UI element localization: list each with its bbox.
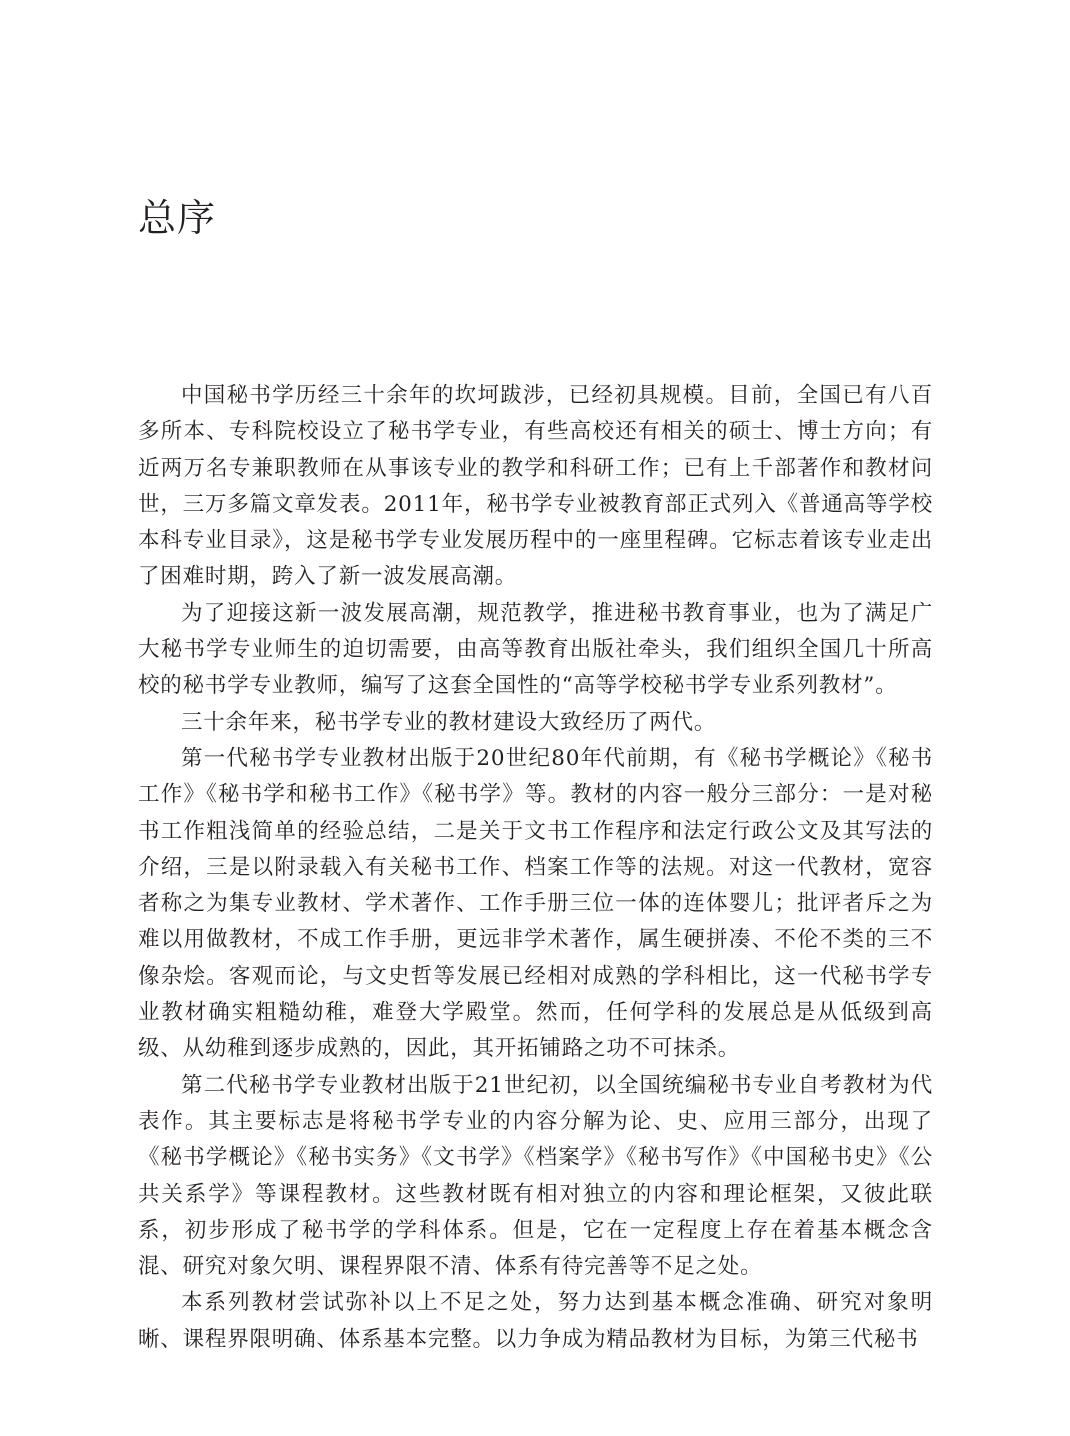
page-title: 总序 xyxy=(138,196,217,240)
body-text xyxy=(138,378,933,1358)
paragraph-2: 为了迎接这新一波发展高潮，规范教学，推进秘书教育事业，也为了满足广大秘书学专业师生的迫切需要，由高等教育出版社牵头，我们组织全国几十所高校的秘书学专业教师，编写了这套全国性的“高等学校秘书学专业系列教材”。 xyxy=(138,600,933,699)
paragraph-1: 中国秘书学历经三十余年的坎坷跋涉，已经初具规模。目前，全国已有八百多所本、专科院校设立了秘书学专业，有些高校还有相关的硕士、博士方向；有近两万名专兼职教师在从事该专业的教学和科研工作；已有上千部著作和教材问世，三万多篇文章发表。2011年，秘书学专业被教育部正式列入《普通高等学校本科专业目录》，这是秘书学专业发展历程中的一座里程碑。它标志着该专业走出了困难时期，跨入了新一波发展高潮。 xyxy=(138,383,933,590)
paragraph-3: 三十余年来，秘书学专业的教材建设大致经历了两代。 xyxy=(181,709,717,735)
paragraph-4: 第一代秘书学专业教材出版于20世纪80年代前期，有《秘书学概论》《秘书工作》《秘书学和秘书工作》《秘书学》等。教材的内容一般分三部分：一是对秘书工作粗浅简单的经验总结，二是关于文书工作程序和法定行政公文及其写法的介绍，三是以附录载入有关秘书工作、档案工作等的法规。对这一代教材，宽容者称之为集专业教材、学术著作、工作手册三位一体的连体婴儿；批评者斥之为难以用做教材，不成工作手册，更远非学术著作，属生硬拼凑、不伦不类的三不像杂烩。客观而论，与文史哲等发展已经相对成熟的学科相比，这一代秘书学专业教材确实粗糙幼稚，难登大学殿堂。然而，任何学科的发展总是从低级到高级、从幼稚到逐步成熟的，因此，其开拓铺路之功不可抹杀。 xyxy=(138,745,933,1062)
paragraph-5: 第二代秘书学专业教材出版于21世纪初，以全国统编秘书专业自考教材为代表作。其主要标志是将秘书学专业的内容分解为论、史、应用三部分，出现了《秘书学概论》《秘书实务》《文书学》《档案学》《秘书写作》《中国秘书史》《公共关系学》等课程教材。这些教材既有相对独立的内容和理论框架，又彼此联系，初步形成了秘书学的学科体系。但是，它在一定程度上存在着基本概念含混、研究对象欠明、课程界限不清、体系有待完善等不足之处。 xyxy=(138,1072,933,1280)
paragraph-6: 本系列教材尝试弥补以上不足之处，努力达到基本概念准确、研究对象明晰、课程界限明确、体系基本完整。以力争成为精品教材为目标，为第三代秘书 xyxy=(138,1290,933,1352)
